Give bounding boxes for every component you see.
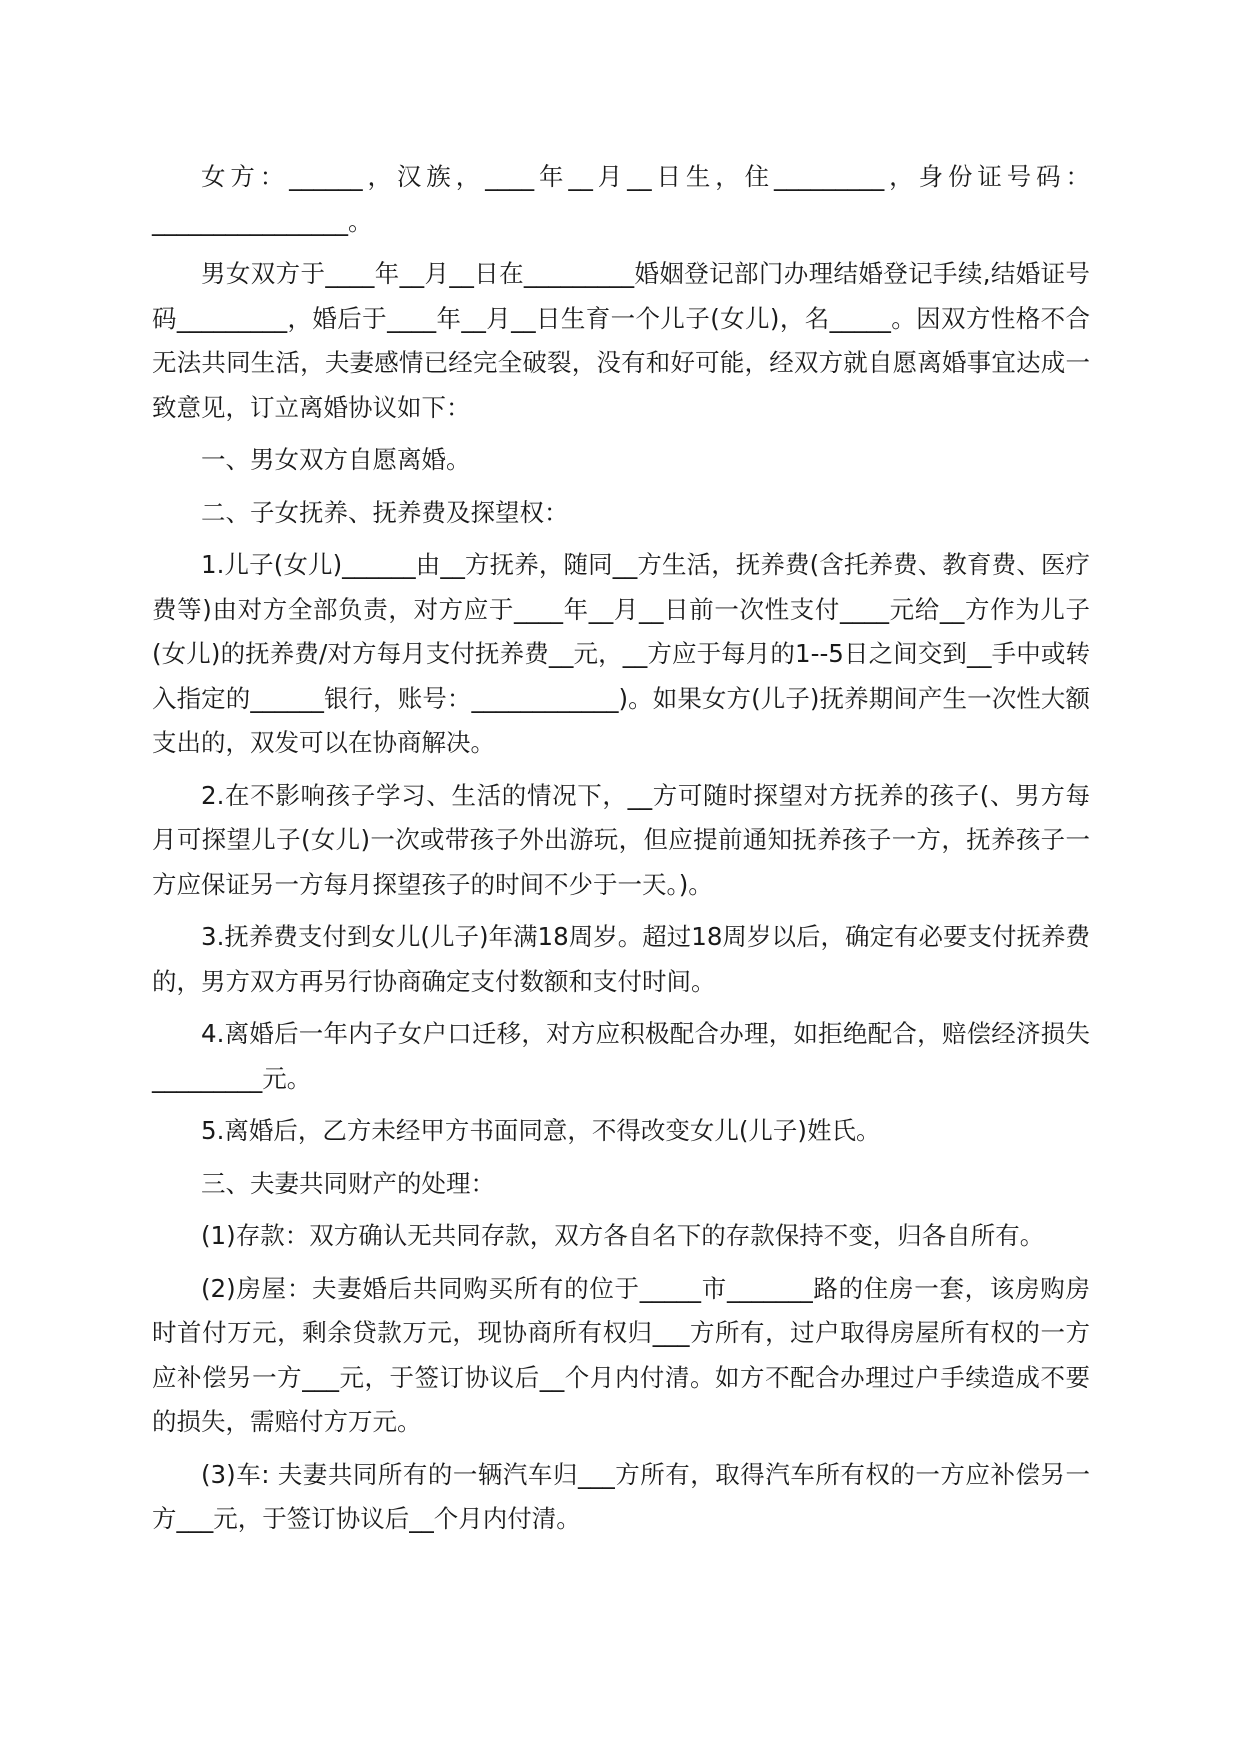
paragraph-clause-3-2: (2)房屋：夫妻婚后共同购买所有的位于_____市_______路的住房一套，该房购房时首付万元，剩余贷款万元，现协商所有权归___方所有，过户取得房屋所有权的一方应补偿另一方___元，于签订协议后__个月内付清。如方不配合办理过户手续造成不要的损失，需赔付方万元。	[152, 1273, 1090, 1436]
document-body	[152, 155, 1090, 1550]
paragraph-clause-3-1: (1)存款：双方确认无共同存款，双方各自名下的存款保持不变，归各自所有。	[201, 1221, 1045, 1250]
paragraph-article-3-heading: 三、夫妻共同财产的处理：	[201, 1168, 495, 1198]
paragraph-article-2-heading: 二、子女抚养、抚养费及探望权：	[201, 497, 569, 527]
paragraph-female-party: 女方：______，汉族，____年__月__日生，住_________，身份证号码：________________。	[152, 162, 1090, 236]
paragraph-clause-3-3: (3)车: 夫妻共同所有的一辆汽车归___方所有，取得汽车所有权的一方应补偿另一方___元，于签订协议后__个月内付清。	[152, 1459, 1090, 1533]
paragraph-clause-2-4: 4.离婚后一年内子女户口迁移，对方应积极配合办理，如拒绝配合，赔偿经济损失_________元。	[152, 1019, 1090, 1093]
paragraph-clause-2-3: 3.抚养费支付到女儿(儿子)年满18周岁。超过18周岁以后，确定有必要支付抚养费的，男方双方再另行协商确定支付数额和支付时间。	[152, 922, 1090, 996]
paragraph-clause-2-2: 2.在不影响孩子学习、生活的情况下，__方可随时探望对方抚养的孩子(、男方每月可探望儿子(女儿)一次或带孩子外出游玩，但应提前通知抚养孩子一方，抚养孩子一方应保证另一方每月探望孩子的时间不少于一天。)。	[152, 780, 1090, 899]
paragraph-article-1: 一、男女双方自愿离婚。	[201, 445, 471, 474]
paragraph-marriage-info: 男女双方于____年__月__日在_________婚姻登记部门办理结婚登记手续,结婚证号码_________，婚后于____年__月__日生育一个儿子(女儿)，名_____。因双方性格不合无法共同生活，夫妻感情已经完全破裂，没有和好可能，经双方就自愿离婚事宜达成一致意见，订立离婚协议如下：	[152, 259, 1090, 422]
paragraph-clause-2-5: 5.离婚后，乙方未经甲方书面同意，不得改变女儿(儿子)姓氏。	[201, 1116, 881, 1145]
paragraph-clause-2-1: 1.儿子(女儿)______由__方抚养，随同__方生活，抚养费(含托养费、教育费、医疗费等)由对方全部负责，对方应于____年__月__日前一次性支付____元给__方作为儿子(女儿)的抚养费/对方每月支付抚养费__元，__方应于每月的1--5日之间交到__手中或转入指定的______银行，账号：____________)。如果女方(儿子)抚养期间产生一次性大额支出的，双发可以在协商解决。	[152, 550, 1090, 757]
